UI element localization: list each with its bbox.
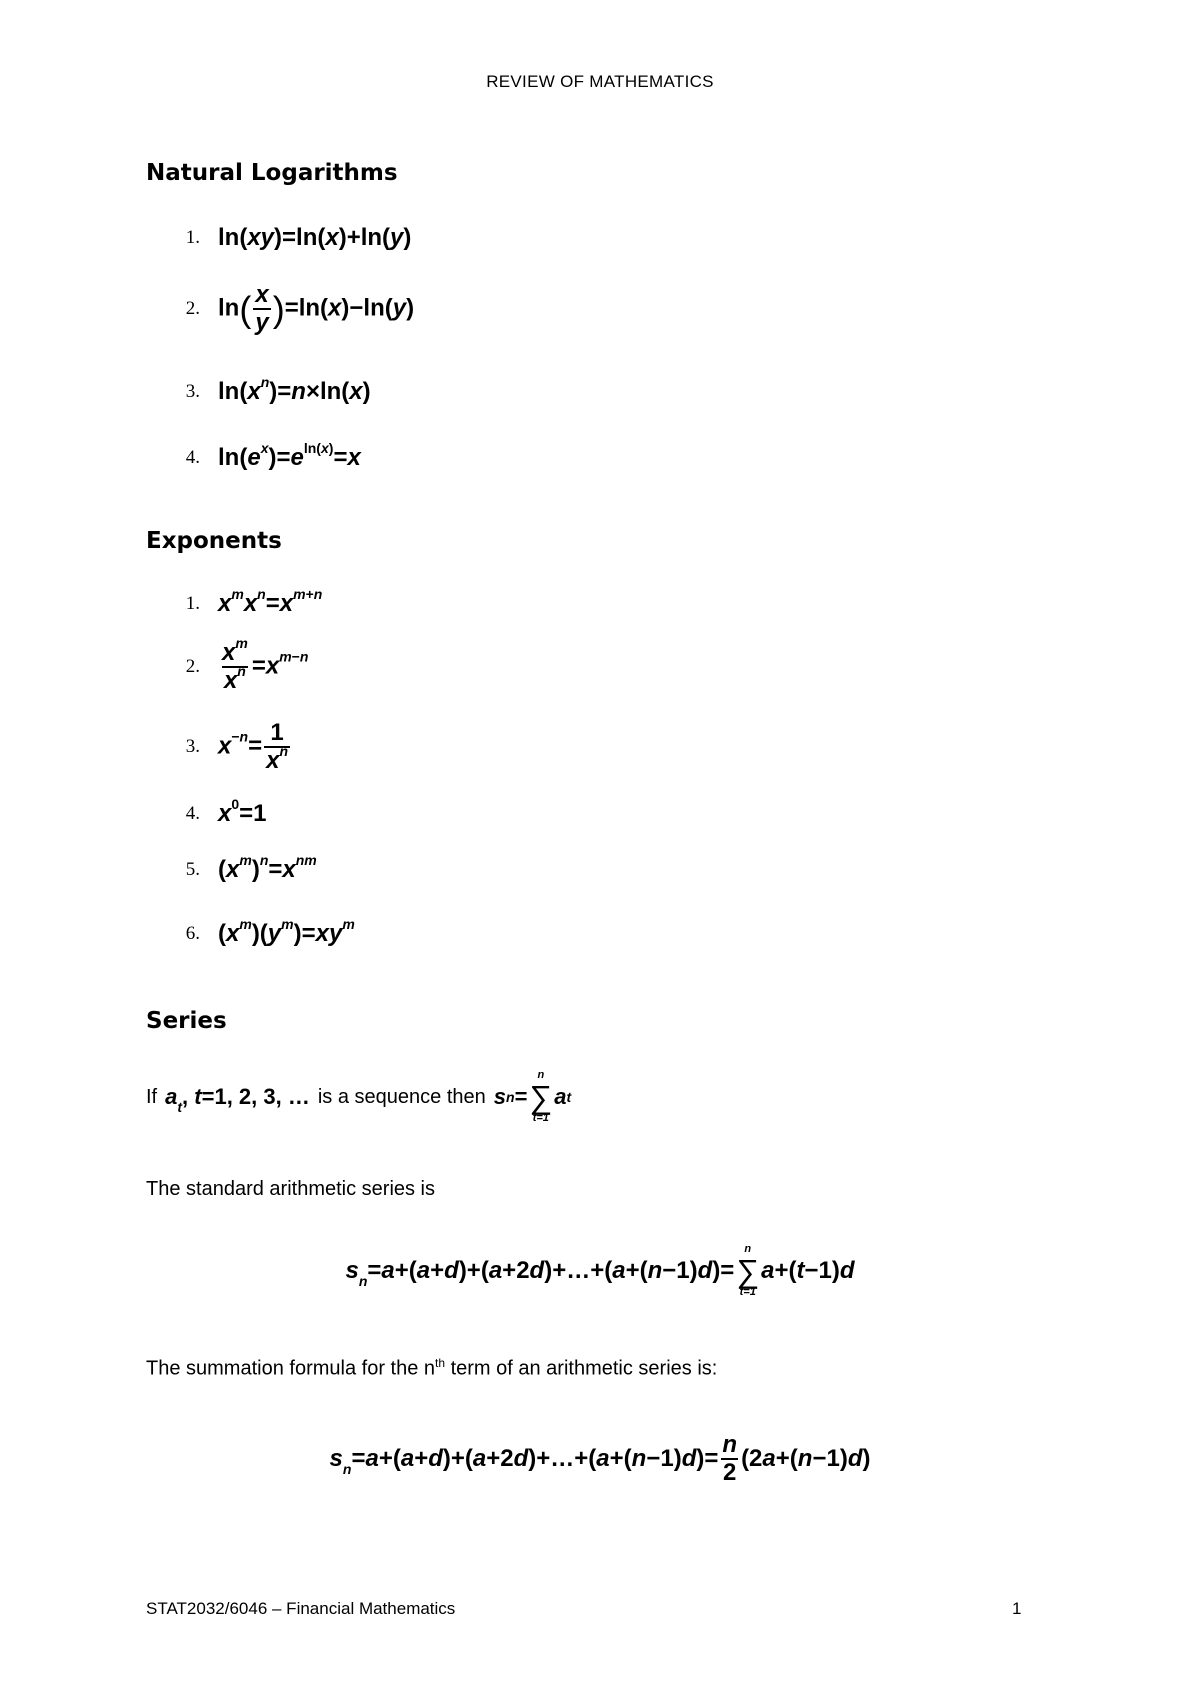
text-arithmetic-series: The standard arithmetic series is bbox=[146, 1178, 436, 1200]
formula: $x^mx^n=x^{m+n}$ bbox=[218, 586, 323, 617]
exp-rule-2 bbox=[146, 635, 309, 695]
footer-course: STAT2032/6046 – Financial Mathematics bbox=[146, 1599, 456, 1618]
list-number: 3. bbox=[185, 736, 200, 758]
formula: ln(xy)=ln(x)+ln(y) bbox=[218, 224, 412, 251]
formula: $x^{-n}=$ $\frac{1}{x^n}$ bbox=[218, 719, 289, 775]
list-number: 4. bbox=[185, 447, 200, 468]
heading-exponents: Exponents bbox=[146, 528, 282, 554]
list-number: 6. bbox=[185, 923, 200, 944]
formula-arithmetic-sum: $s_n=a+(a+d)+(a+2d)+\dots+(a+(n-1)d)=$ $\frac{n}{2}$ (2a+(n−1)d) bbox=[329, 1431, 871, 1487]
page-header: REVIEW OF MATHEMATICS bbox=[486, 72, 714, 91]
text-is-a-sequence: is a sequence then bbox=[317, 1085, 486, 1108]
log-rule-1 bbox=[146, 224, 411, 252]
list-number: 1. bbox=[185, 227, 200, 248]
log-rule-2 bbox=[146, 282, 414, 337]
formula: $x^0=1$ bbox=[218, 796, 267, 827]
formula: $(x^m)^n=x^{nm}$ bbox=[218, 852, 317, 883]
list-number: 2. bbox=[185, 656, 200, 678]
exp-rule-3 bbox=[146, 720, 292, 775]
page-number: 1 bbox=[1012, 1599, 1022, 1618]
formula: $\ln(x^n)=n\times\ln(x)$ bbox=[218, 374, 371, 405]
list-number: 3. bbox=[185, 381, 200, 402]
formula-sum-definition: s n = n ∑ t=1 a t bbox=[493, 1069, 572, 1124]
heading-natural-logarithms: Natural Logarithms bbox=[146, 160, 398, 186]
exp-rule-5 bbox=[146, 852, 317, 884]
log-rule-4 bbox=[146, 440, 361, 472]
text-if: If bbox=[146, 1085, 158, 1108]
formula-sequence: $a_t$, t=1, 2, 3, … bbox=[165, 1084, 310, 1115]
formula: $(x^m)(y^m)=xy^m$ bbox=[218, 916, 355, 947]
exp-rule-6 bbox=[146, 916, 355, 948]
formula: $\frac{x^m}{x^n}$ $=x^{m-n}$ bbox=[222, 635, 309, 695]
list-number: 1. bbox=[185, 593, 200, 614]
exp-rule-4 bbox=[146, 796, 267, 828]
list-number: 4. bbox=[185, 803, 200, 824]
text-part: term of an arithmetic series is: bbox=[445, 1357, 718, 1380]
formula: ln( $\frac{x}{y}$ )=ln(x)−ln(y) bbox=[218, 281, 415, 337]
text-part: The summation formula for the n bbox=[146, 1357, 436, 1380]
formula: $\ln(e^x)=e^{ln(x)}=x$ bbox=[218, 440, 361, 471]
exp-rule-1 bbox=[146, 586, 323, 618]
list-number: 2. bbox=[185, 298, 200, 320]
list-number: 5. bbox=[185, 859, 200, 880]
log-rule-3 bbox=[146, 374, 371, 406]
heading-series: Series bbox=[146, 1008, 227, 1034]
text-summation-formula bbox=[146, 1356, 717, 1381]
formula-arithmetic-series: $s_n=a+(a+d)+(a+2d)+\dots+(a+(n-1)d)=$ n ∑ t=1 a+(t−1)d bbox=[345, 1243, 855, 1298]
series-definition bbox=[146, 1070, 571, 1124]
text-superscript: th bbox=[435, 1356, 446, 1370]
